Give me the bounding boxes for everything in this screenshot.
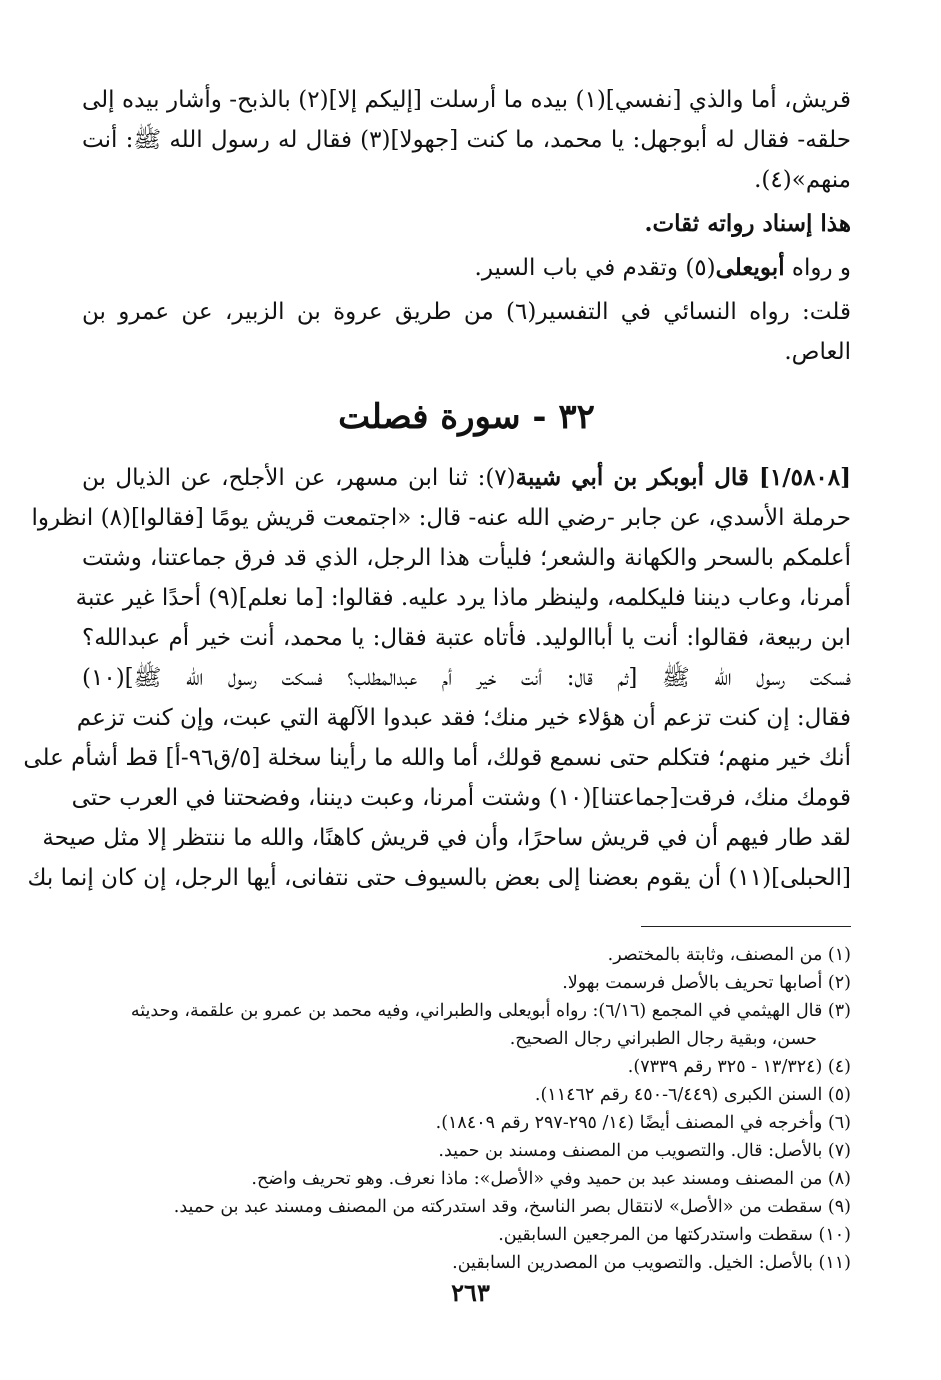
footnote: (٥) السنن الكبرى (٦/٤٤٩-٤٥٠ رقم ١١٤٦٢). (534, 1085, 851, 1105)
footnote: (٨) من المصنف ومسند عبد بن حميد وفي «الأصل»: ماذا نعرف. وهو تحريف واضح. (251, 1169, 851, 1189)
isnad-statement: هذا إسناد رواته ثقات. (644, 210, 851, 237)
footnotes (82, 941, 851, 1277)
text-line: أعلمكم بالسحر والكهانة والشعر؛ فليأت هذا الرجل، الذي قد فرق جماعتنا، وشتت (82, 545, 851, 571)
paragraph-quraysh (82, 80, 851, 200)
page (23, 80, 852, 1277)
narration-rest: (٥) وتقدم في باب السير. (474, 255, 716, 281)
narration-note (82, 248, 851, 288)
text-line: ابن ربيعة، فقالوا: أنت يا أباالوليد. فأتاه عتبة فقال: يا محمد، أنت خير أم عبدالله؟ (82, 625, 851, 651)
footnote: (١٠) سقطت واستدركتها من المرجعين السابقين. (498, 1225, 851, 1245)
text-line: أمرنا، وعاب ديننا فليكلمه، ولينظر ماذا يرد عليه. فقالوا: [ما نعلم](٩) أحدًا غير عتبة (75, 585, 851, 611)
author-comment: قلت: رواه النسائي في التفسير(٦) من طريق عروة بن الزبير، عن عمرو بن العاص. (82, 299, 851, 365)
hadith-chain: (٧): ثنا ابن مسهر، عن الأجلح، عن الذيال بن (82, 465, 516, 491)
footnote: (٢) أصابها تحريف بالأصل فرسمت بهولا. (562, 973, 851, 993)
footnote: (٤) (١٣/٣٢٤ - ٣٢٥ رقم ٧٣٣٩). (627, 1057, 851, 1077)
surah-heading: ٣٢ - سورة فصلت (338, 397, 595, 437)
footnote: (٩) سقطت من «الأصل» لانتقال بصر الناسخ، وقد استدركته من المصنف ومسند عبد بن حميد. (173, 1197, 851, 1217)
footnote: (١) من المصنف، وثابتة بالمختصر. (607, 945, 851, 965)
page-number: ٢٦٣ (451, 1278, 490, 1307)
text-line: لقد طار فيهم أن في قريش ساحرًا، وأن في قريش كاهنًا، والله ما ننتظر إلا مثل صيحة (42, 825, 851, 851)
text-line: حرملة الأسدي، عن جابر -رضي الله عنه- قال: «اجتمعت قريش يومًا [فقالوا](٨) انظروا (31, 505, 851, 531)
text-line: قومك منك، فرقت[جماعتنا](١٠) وشتت أمرنا، وعبت ديننا، وفضحتنا في العرب حتى (71, 785, 851, 811)
footnote-divider (641, 926, 851, 927)
text-line: قريش، أما والذي [نفسي](١) بيده ما أرسلت [إليكم إلا](٢) بالذبح- وأشار بيده إلى (82, 87, 851, 113)
main-text (82, 80, 851, 372)
footnote: (٧) بالأصل: قال. والتصويب من المصنف ومسند بن حميد. (438, 1141, 851, 1161)
text-line: أنك خير منهم؛ فتكلم حتى نسمع قولك، أما والله ما رأينا سخلة [٥/ق٩٦-أ] قط أشأم على (23, 745, 851, 771)
footnote: (٣) قال الهيثمي في المجمع (٦/١٦): رواه أبويعلى والطبراني، وفيه محمد بن عمرو بن علقمة، وحديثه (130, 1001, 851, 1021)
footnote-continuation: حسن، وبقية رجال الطبراني رجال الصحيح. (509, 1029, 817, 1049)
text-line (82, 458, 851, 498)
footnote: (١١) بالأصل: الخيل. والتصويب من المصدرين السابقين. (452, 1253, 851, 1273)
narration-prefix: و رواه (784, 255, 851, 281)
footnote: (٦) وأخرجه في المصنف أيضًا (١٤/ ٢٩٥-٢٩٧ رقم ١٨٤٠٩). (435, 1113, 851, 1133)
hadith-block (23, 458, 852, 898)
narrator-name: أبويعلى (715, 254, 785, 281)
text-line: [الحبلى](١١) أن يقوم بعضنا إلى بعض بالسيوف حتى نتفانى، أيها الرجل، إن كان إنما بك (27, 865, 851, 891)
text-line: فقال: إن كنت تزعم أن هؤلاء خير منك؛ فقد عبدوا الآلهة التي عبت، وإن كنت تزعم (76, 705, 851, 731)
text-line: منهم»(٤). (754, 167, 851, 193)
hadith-paragraph (23, 458, 852, 898)
hadith-number: [١/٥٨٠٨] قال أبوبكر بن أبي شيبة (515, 464, 851, 491)
text-line: حلقه- فقال له أبوجهل: يا محمد، ما كنت [جهولا](٣) فقال له رسول الله ﷺ: أنت (82, 127, 851, 153)
text-line: فسكت رسول الله ﷺ [ثم قال: أنت خير أم عبدالمطلب؟ فسكت رسول الله ﷺ](١٠) (82, 665, 852, 691)
